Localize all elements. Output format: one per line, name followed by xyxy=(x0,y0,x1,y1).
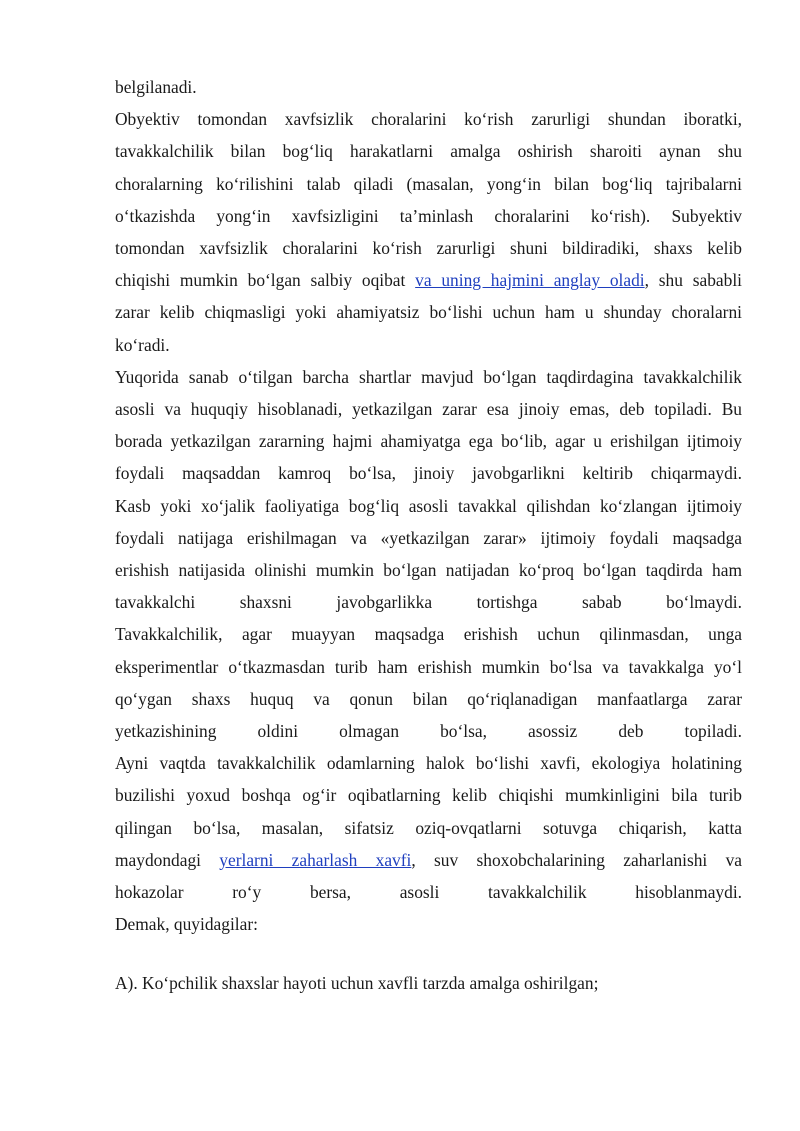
hyperlink[interactable]: va uning hajmini anglay oladi xyxy=(415,270,645,291)
line-text: Tavakkalchilik, agar muayyan maqsadga erishish uchun qilinmasdan, unga xyxy=(115,624,742,645)
line-text: ko‘radi. xyxy=(115,334,170,355)
text-line xyxy=(115,623,742,645)
line-text: Demak, quyidagilar: xyxy=(115,914,258,935)
text-line xyxy=(115,398,742,420)
line-text: , shu sababli xyxy=(644,270,742,291)
list-item-a: A). Ko‘pchilik shaxslar hayoti uchun xavfli tarzda amalga oshirilgan; xyxy=(115,973,599,993)
text-line xyxy=(115,656,742,678)
text-line xyxy=(115,140,742,162)
text-line xyxy=(115,720,742,742)
line-text: belgilanadi. xyxy=(115,77,197,97)
line-text: choralarning ko‘rilishini talab qiladi (masalan, yong‘in bilan bog‘liq tajribalarni xyxy=(115,173,742,194)
text-line xyxy=(115,334,742,356)
line-text: o‘tkazishda yong‘in xavfsizligini ta’minlash choralarini ko‘rish). Subyektiv xyxy=(115,205,742,226)
text-line xyxy=(115,108,742,130)
text-line xyxy=(115,913,742,935)
text-line xyxy=(115,527,742,549)
text-line xyxy=(115,495,742,517)
text-line xyxy=(115,559,742,581)
line-text: eksperimentlar o‘tkazmasdan turib ham erishish mumkin bo‘lsa va tavakkalga yo‘l xyxy=(115,656,742,677)
line-text: borada yetkazilgan zararning hajmi ahamiyatga ega bo‘lib, agar u erishilgan ijtimoiy xyxy=(115,431,742,452)
line-text: hokazolar ro‘y bersa, asosli tavakkalchilik hisoblanmaydi. xyxy=(115,882,742,902)
line-text: Ayni vaqtda tavakkalchilik odamlarning halok bo‘lishi xavfi, ekologiya holatining xyxy=(115,753,742,774)
line-text: tomondan xavfsizlik choralarini ko‘rish zarurligi shuni bildiradiki, shaxs kelib xyxy=(115,238,742,258)
line-text: yetkazishining oldini olmagan bo‘lsa, asossiz deb topiladi. xyxy=(115,721,742,741)
line-text: tavakkalchilik bilan bog‘liq harakatlarni amalga oshirish sharoiti aynan shu xyxy=(115,141,742,162)
text-line xyxy=(115,752,742,774)
line-text: erishish natijasida olinishi mumkin bo‘lgan natijadan ko‘proq bo‘lgan taqdirda ham xyxy=(115,560,742,580)
line-text: foydali maqsaddan kamroq bo‘lsa, jinoiy javobgarlikni keltirib chiqarmaydi. xyxy=(115,463,742,484)
line-text: qilingan bo‘lsa, masalan, sifatsiz oziq-ovqatlarni sotuvga chiqarish, katta xyxy=(115,817,742,838)
text-line xyxy=(115,205,742,227)
hyperlink[interactable]: yerlarni zaharlash xavfi xyxy=(219,849,412,870)
line-text: chiqishi mumkin bo‘lgan salbiy oqibat xyxy=(115,270,416,291)
text-line xyxy=(115,430,742,452)
line-text: foydali natijaga erishilmagan va «yetkazilgan zarar» ijtimoiy foydali maqsadga xyxy=(115,527,742,548)
text-line xyxy=(115,76,742,98)
line-text: asosli va huquqiy hisoblanadi, yetkazilgan zarar esa jinoiy emas, deb topiladi. Bu xyxy=(115,399,742,419)
line-text: maydondagi xyxy=(115,849,220,870)
text-line xyxy=(115,462,742,484)
line-text: zarar kelib chiqmasligi yoki ahamiyatsiz bo‘lishi uchun ham u shunday choralarni xyxy=(115,302,742,323)
line-text: qo‘ygan shaxs huquq va qonun bilan qo‘riqlanadigan manfaatlarga zarar xyxy=(115,688,742,709)
text-line xyxy=(115,881,742,903)
text-line xyxy=(115,849,742,871)
text-line xyxy=(115,366,742,388)
line-text: , suv shoxobchalarining zaharlanishi va xyxy=(411,849,742,870)
text-line xyxy=(115,591,742,613)
text-line xyxy=(115,784,742,806)
line-text: Yuqorida sanab o‘tilgan barcha shartlar mavjud bo‘lgan taqdirdagina tavakkalchilik xyxy=(115,366,742,387)
text-line xyxy=(115,173,742,195)
text-line xyxy=(115,817,742,839)
line-text: buzilishi yoxud boshqa og‘ir oqibatlarning kelib chiqishi mumkinligini bila turib xyxy=(115,785,742,806)
line-text: tavakkalchi shaxsni javobgarlikka tortishga sabab bo‘lmaydi. xyxy=(115,592,742,613)
text-line xyxy=(115,237,742,259)
text-line xyxy=(115,301,742,323)
text-line xyxy=(115,688,742,710)
text-line xyxy=(115,269,742,291)
line-text: Kasb yoki xo‘jalik faoliyatiga bog‘liq asosli tavakkal qilishdan ko‘zlangan ijtimoiy xyxy=(115,495,742,516)
line-text: Obyektiv tomondan xavfsizlik choralarini ko‘rish zarurligi shundan iboratki, xyxy=(115,109,742,130)
